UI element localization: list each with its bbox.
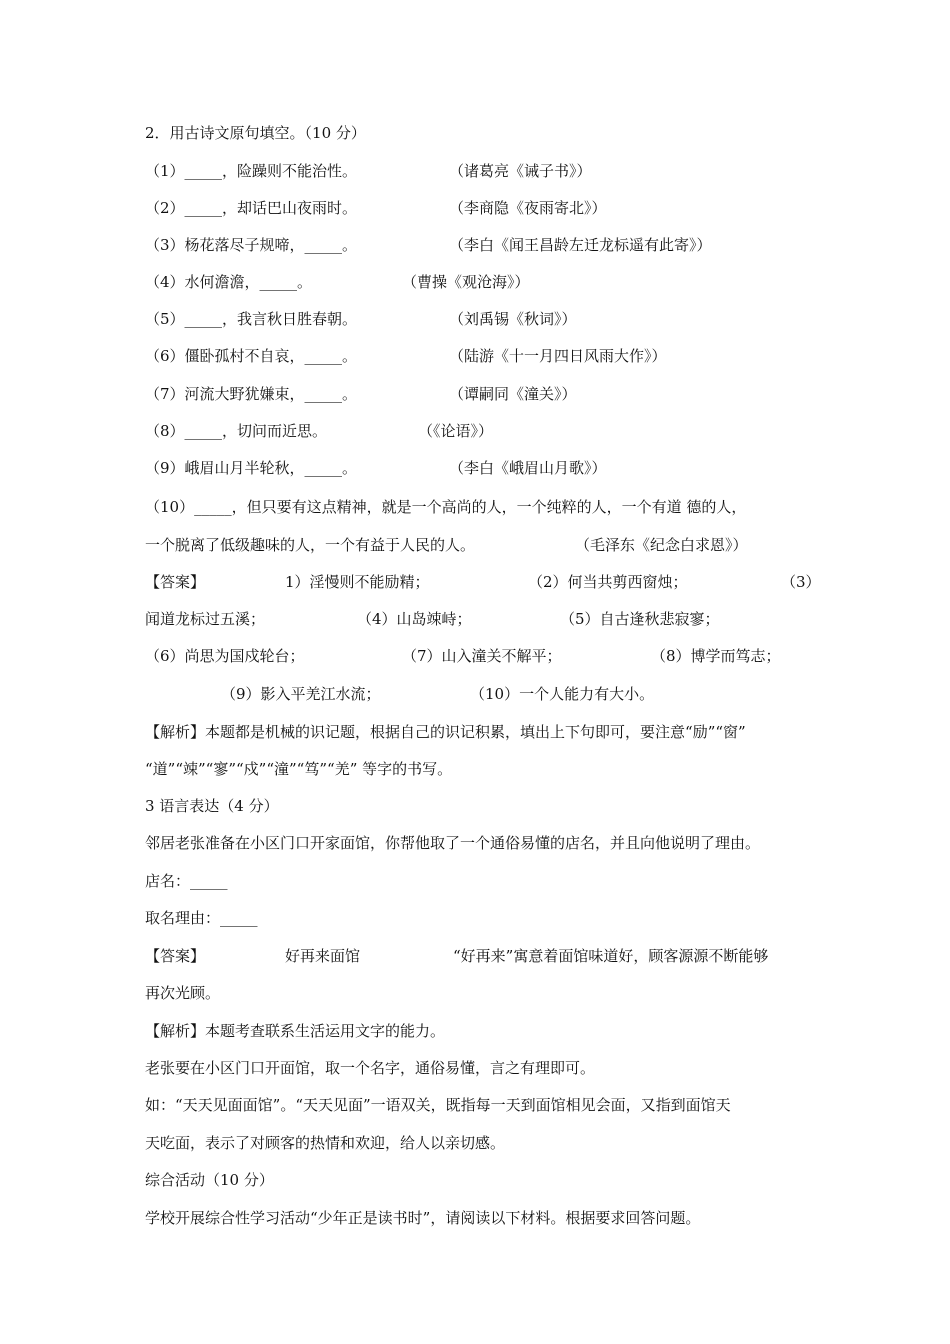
q2-answer-10: （10）一个人能力有大小。 (470, 685, 655, 703)
q2-analysis-line2: “道”“竦”“寥”“戍”“潼”“笃”“羌” 等字的书写。 (145, 760, 453, 778)
q2-item-4: （4）水何澹澹，_____。 (145, 273, 313, 291)
q3-answer-reason-1: “好再来”寓意着面馆味道好，顾客源源不断能够 (453, 947, 769, 965)
q3-title: 3 语言表达（4 分） (145, 797, 279, 815)
q2-answer-7: （7）山入潼关不解平； (402, 647, 562, 665)
q2-item-3: （3）杨花落尽子规啼，_____。 (145, 236, 358, 254)
q2-item-2-source: （李商隐《夜雨寄北》） (449, 199, 607, 217)
q2-title: 2．用古诗文原句填空。（10 分） (145, 124, 366, 142)
q2-item-5: （5）_____，我言秋日胜春朝。 (145, 310, 358, 328)
q2-answer-tag: 【答案】 (145, 573, 206, 591)
q3-shop-name: 店名：_____ (145, 872, 228, 890)
q2-item-9-source: （李白《峨眉山月歌》） (449, 459, 607, 477)
q2-item-1: （1）_____，险躁则不能治性。 (145, 162, 358, 180)
q2-answer-1: 1）淫慢则不能励精； (285, 573, 430, 591)
q2-answer-3: 闻道龙标过五溪； (145, 610, 266, 628)
q3-analysis-line2: 老张要在小区门口开面馆，取一个名字，通俗易懂，言之有理即可。 (145, 1059, 596, 1077)
q2-item-6-source: （陆游《十一月四日风雨大作》） (449, 347, 667, 365)
q2-item-2: （2）_____，却话巴山夜雨时。 (145, 199, 358, 217)
q2-answer-4: （4）山岛竦峙； (357, 610, 472, 628)
q2-analysis-line1 (145, 722, 746, 742)
q2-item-7: （7）河流大野犹嫌束，_____。 (145, 385, 358, 403)
q2-analysis-tag: 【解析】 (145, 723, 206, 741)
q2-item-4-source: （曹操《观沧海》） (402, 273, 530, 291)
q2-item-7-source: （谭嗣同《潼关》） (449, 385, 577, 403)
q3-prompt: 邻居老张准备在小区门口开家面馆，你帮他取了一个通俗易懂的店名，并且向他说明了理由。 (145, 834, 761, 852)
q2-analysis-text-1: 本题都是机械的识记题，根据自己的识记积累，填出上下句即可，要注意“励”“窗” (205, 723, 746, 741)
q2-answer-2: （2）何当共剪西窗烛； (528, 573, 688, 591)
q2-item-10-line2: 一个脱离了低级趣味的人，一个有益于人民的人。 (145, 536, 476, 554)
q3-reason: 取名理由：_____ (145, 909, 258, 927)
q2-item-10-line1: （10）_____，但只要有这点精神，就是一个高尚的人，一个纯粹的人，一个有道 德的人， (145, 498, 747, 516)
q3-analysis-line4: 天吃面，表示了对顾客的热情和欢迎，给人以亲切感。 (145, 1134, 506, 1152)
q2-answer-6: （6）尚思为国戍轮台； (145, 647, 305, 665)
q2-item-9: （9）峨眉山月半轮秋，_____。 (145, 459, 358, 477)
q4-title: 综合活动（10 分） (145, 1171, 274, 1189)
q2-item-10-source: （毛泽东《纪念白求恩》） (575, 536, 748, 554)
q3-analysis-tag: 【解析】 (145, 1022, 206, 1040)
q2-answer-8: （8）博学而笃志； (651, 647, 781, 665)
q2-item-6: （6）僵卧孤村不自哀，_____。 (145, 347, 358, 365)
q2-item-1-source: （诸葛亮《诫子书》） (449, 162, 592, 180)
q3-analysis-text-1: 本题考查联系生活运用文字的能力。 (205, 1022, 446, 1040)
q3-analysis-line1 (145, 1021, 445, 1041)
q4-prompt: 学校开展综合性学习活动“少年正是读书时”，请阅读以下材料。根据要求回答问题。 (145, 1209, 701, 1227)
q2-item-8-source: （《论语》） (418, 422, 494, 440)
q3-answer-tag: 【答案】 (145, 947, 206, 965)
q3-answer-name: 好再来面馆 (285, 947, 361, 965)
q2-item-8: （8）_____，切问而近思。 (145, 422, 328, 440)
q3-analysis-line3: 如：“天天见面面馆”。“天天见面”一语双关，既指每一天到面馆相见会面，又指到面馆天 (145, 1096, 731, 1114)
q2-item-5-source: （刘禹锡《秋词》） (449, 310, 577, 328)
q2-answer-9: （9）影入平羌江水流； (221, 685, 381, 703)
q2-answer-3-prefix: （3） (781, 573, 821, 591)
q2-answer-5: （5）自古逢秋悲寂寥； (560, 610, 720, 628)
q2-item-3-source: （李白《闻王昌龄左迁龙标遥有此寄》） (449, 236, 712, 254)
q3-answer-reason-2: 再次光顾。 (145, 984, 221, 1002)
